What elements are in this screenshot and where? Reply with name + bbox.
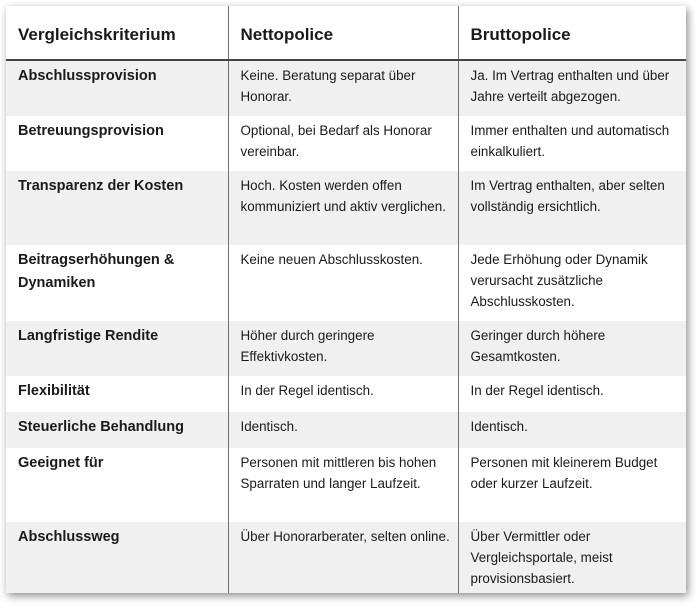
brutto-cell: Über Vermittler oder Vergleichsportale, meist provisionsbasiert. <box>458 522 686 593</box>
table-row <box>6 376 686 412</box>
criterion-cell: Betreuungsprovision <box>6 116 228 171</box>
netto-cell: In der Regel identisch. <box>228 376 458 412</box>
header-row <box>6 6 686 60</box>
netto-cell: Hoch. Kosten werden offen kommuniziert und aktiv verglichen. <box>228 171 458 245</box>
brutto-cell: Immer enthalten und automatisch einkalkuliert. <box>458 116 686 171</box>
netto-cell: Identisch. <box>228 412 458 448</box>
table-row <box>6 116 686 171</box>
comparison-table-frame <box>6 6 686 593</box>
brutto-cell: Ja. Im Vertrag enthalten und über Jahre verteilt abgezogen. <box>458 60 686 116</box>
criterion-cell: Steuerliche Behandlung <box>6 412 228 448</box>
table-row <box>6 321 686 376</box>
netto-cell: Keine. Beratung separat über Honorar. <box>228 60 458 116</box>
comparison-table <box>6 6 686 593</box>
table-row <box>6 522 686 593</box>
brutto-cell: Im Vertrag enthalten, aber selten vollständig ersichtlich. <box>458 171 686 245</box>
table-row <box>6 60 686 116</box>
criterion-cell: Langfristige Rendite <box>6 321 228 376</box>
criterion-cell: Transparenz der Kosten <box>6 171 228 245</box>
brutto-cell: Identisch. <box>458 412 686 448</box>
table-row <box>6 171 686 245</box>
criterion-cell: Abschlussprovision <box>6 60 228 116</box>
brutto-cell: In der Regel identisch. <box>458 376 686 412</box>
header-brutto: Bruttopolice <box>458 6 686 60</box>
table-row <box>6 412 686 448</box>
netto-cell: Über Honorarberater, selten online. <box>228 522 458 593</box>
table-row <box>6 448 686 522</box>
criterion-cell: Beitragserhöhungen & Dynamiken <box>6 245 228 321</box>
netto-cell: Optional, bei Bedarf als Honorar vereinbar. <box>228 116 458 171</box>
criterion-cell: Abschlussweg <box>6 522 228 593</box>
header-netto: Nettopolice <box>228 6 458 60</box>
table-row <box>6 245 686 321</box>
brutto-cell: Geringer durch höhere Gesamtkosten. <box>458 321 686 376</box>
brutto-cell: Jede Erhöhung oder Dynamik verursacht zusätzliche Abschlusskosten. <box>458 245 686 321</box>
netto-cell: Höher durch geringere Effektivkosten. <box>228 321 458 376</box>
criterion-cell: Flexibilität <box>6 376 228 412</box>
netto-cell: Keine neuen Abschlusskosten. <box>228 245 458 321</box>
netto-cell: Personen mit mittleren bis hohen Sparraten und langer Laufzeit. <box>228 448 458 522</box>
brutto-cell: Personen mit kleinerem Budget oder kurzer Laufzeit. <box>458 448 686 522</box>
header-criterion: Vergleichskriterium <box>6 6 228 60</box>
criterion-cell: Geeignet für <box>6 448 228 522</box>
